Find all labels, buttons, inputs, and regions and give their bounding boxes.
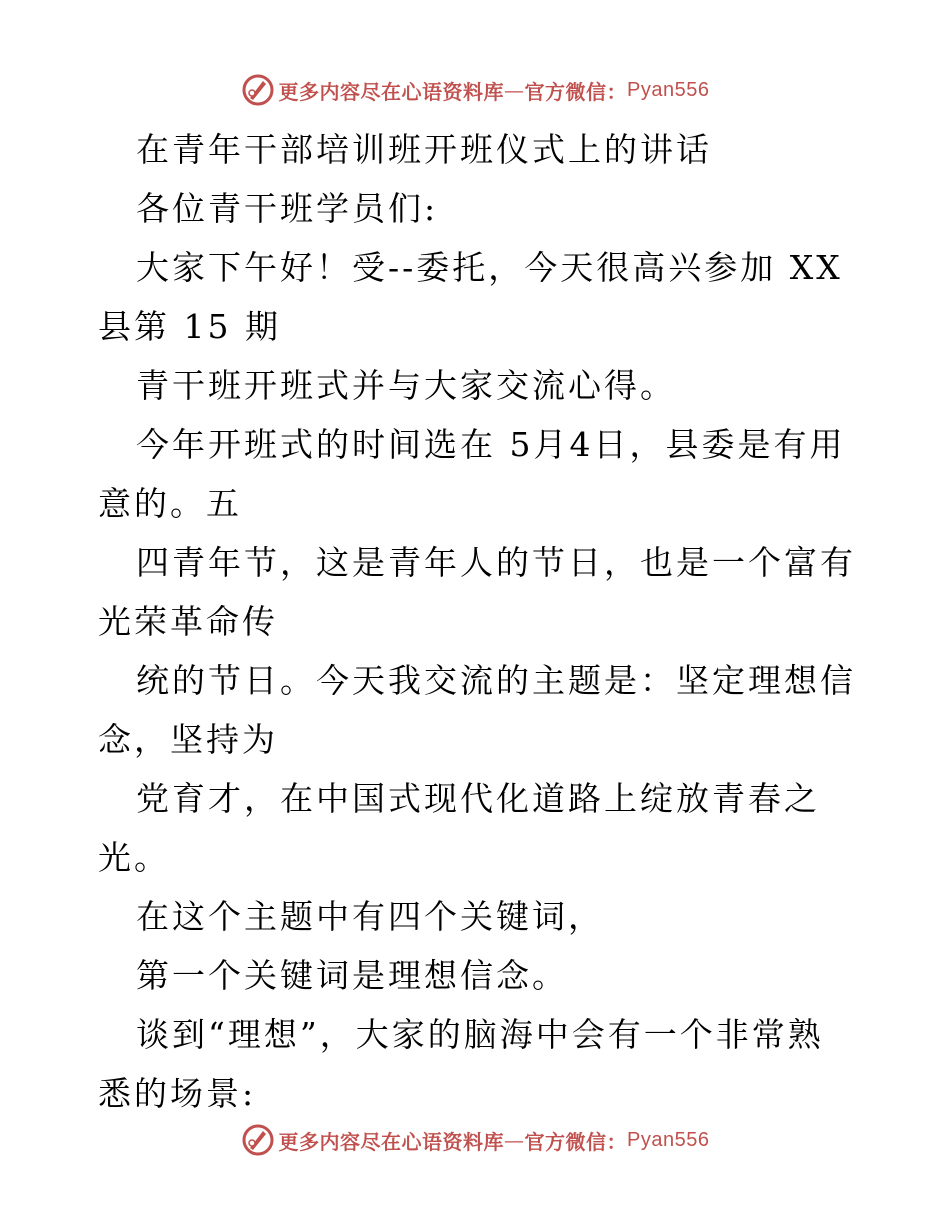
paragraph: 今年开班式的时间选在 5月4日，县委是有用意的。五 [98, 425, 846, 523]
watermark-banner-top [0, 70, 950, 110]
watermark-separator: — [504, 1128, 525, 1152]
paragraph: 各位青干班学员们: [136, 189, 439, 228]
paragraph: 党育才，在中国式现代化道路上绽放青春之光。 [98, 779, 820, 877]
watermark-separator: — [504, 78, 525, 102]
watermark-suffix: 官方微信： [524, 79, 628, 104]
paragraph: 谈到“理想”，大家的脑海中会有一个非常熟悉的场景: [98, 1015, 824, 1113]
paragraph: 第一个关键词是理想信念。 [136, 956, 568, 995]
watermark-account: Pyan556 [627, 1128, 710, 1151]
watermark-suffix: 官方微信： [524, 1129, 628, 1154]
watermark-banner-bottom [0, 1120, 950, 1160]
watermark-text: 更多内容尽在心语资料库 [278, 1129, 505, 1154]
paragraph: 大家下午好！受--委托，今天很高兴参加 XX 县第 15 期 [98, 248, 843, 346]
quill-logo-icon [241, 73, 275, 107]
watermark-account: Pyan556 [627, 78, 710, 101]
paragraph: 在青年干部培训班开班仪式上的讲话 [136, 130, 712, 169]
paragraph: 四青年节，这是青年人的节日，也是一个富有光荣革命传 [98, 543, 856, 641]
document-body [98, 120, 858, 1123]
paragraph: 统的节日。今天我交流的主题是：坚定理想信念，坚持为 [98, 661, 856, 759]
quill-logo-icon [241, 1123, 275, 1157]
paragraph: 青干班开班式并与大家交流心得。 [136, 366, 676, 405]
paragraph: 在这个主题中有四个关键词， [136, 897, 604, 936]
watermark-text: 更多内容尽在心语资料库 [278, 79, 505, 104]
